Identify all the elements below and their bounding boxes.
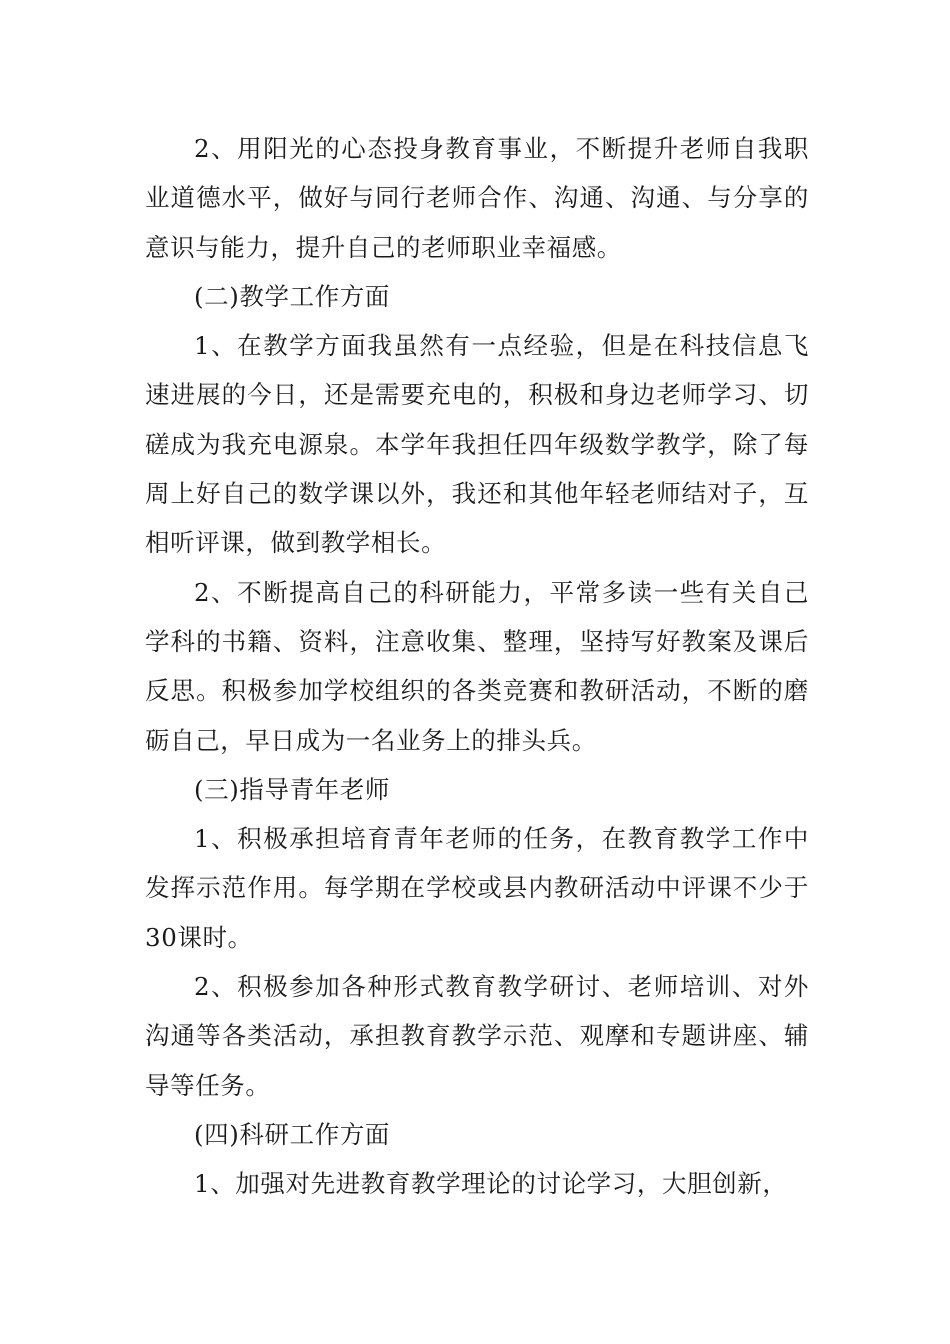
section-heading-teaching: (二)教学工作方面 (194, 281, 391, 311)
paragraph-item-1-mentoring: 1、积极承担培育青年老师的任务，在教育教学工作中发挥示范作用。每学期在学校或县内教研活动中评课不少于30课时。 (145, 824, 809, 952)
section-heading-mentoring: (三)指导青年老师 (194, 774, 391, 804)
paragraph-item-2-ethics: 2、用阳光的心态投身教育事业，不断提升老师自我职业道德水平，做好与同行老师合作、沟通、沟通、与分享的意识与能力，提升自己的老师职业幸福感。 (145, 134, 809, 262)
paragraph-item-1-research: 1、加强对先进教育教学理论的讨论学习，大胆创新， (194, 1169, 788, 1199)
section-heading-research: (四)科研工作方面 (194, 1119, 391, 1149)
paragraph-item-1-teaching: 1、在教学方面我虽然有一点经验，但是在科技信息飞速进展的今日，还是需要充电的，积极和身边老师学习、切磋成为我充电源泉。本学年我担任四年级数学教学，除了每周上好自己的数学课以外，我还和其他年轻老师结对子，互相听评课，做到教学相长。 (145, 331, 809, 558)
paragraph-item-2-research-ability: 2、不断提高自己的科研能力，平常多读一些有关自己学科的书籍、资料，注意收集、整理，坚持写好教案及课后反思。积极参加学校组织的各类竞赛和教研活动，不断的磨砺自己，早日成为一名业务上的排头兵。 (145, 577, 809, 755)
paragraph-item-2-activities: 2、积极参加各种形式教育教学研讨、老师培训、对外沟通等各类活动，承担教育教学示范、观摩和专题讲座、辅导等任务。 (145, 972, 809, 1100)
document-body (145, 124, 809, 1209)
